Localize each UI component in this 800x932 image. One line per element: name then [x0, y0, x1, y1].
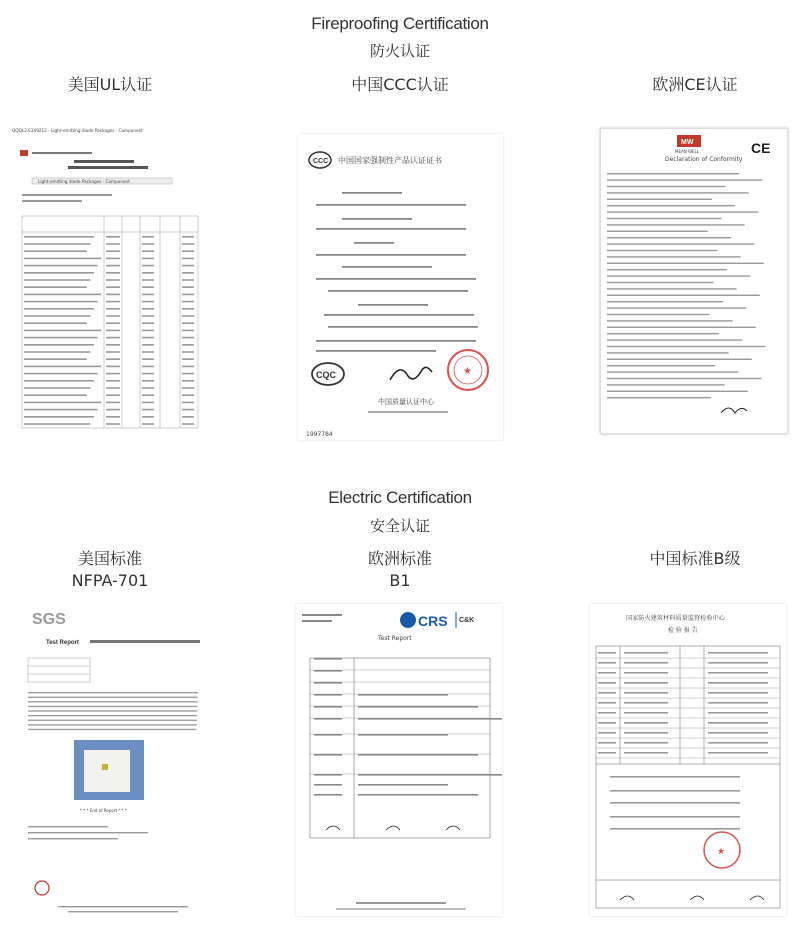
sgs-doc-title: Test Report — [46, 640, 79, 646]
crs-logo-icon — [400, 612, 416, 628]
signature-icon — [390, 367, 432, 380]
us-standard-label: 美国标准 NFPA-701 — [71, 549, 149, 590]
fireproofing-subtitle: 防火认证 — [369, 42, 430, 60]
eu-standard-label: 欧洲标准 B1 — [367, 549, 432, 590]
ce-certificate-image — [600, 128, 788, 434]
electric-subtitle: 安全认证 — [369, 517, 430, 535]
cn-report-title: 检 验 报 告 — [668, 627, 698, 634]
ccc-cert-label: 中国CCC认证 — [351, 75, 449, 94]
svg-text:★: ★ — [463, 366, 472, 377]
ccc-certificate-image — [298, 134, 503, 440]
ul-cert-label: 美国UL认证 — [67, 75, 153, 94]
svg-text:C&K: C&K — [459, 617, 475, 624]
ccc-doc-title: 中国国家强制性产品认证证书 — [338, 156, 442, 165]
cn-report-org: 国家防火建筑材料质量监督检验中心 — [626, 615, 725, 622]
ccc-org: 中国质量认证中心 — [378, 398, 434, 406]
cn-standard-label: 中国标准B级 — [649, 549, 741, 568]
ul-certificate-image — [12, 124, 202, 434]
svg-text:MEAN WELL: MEAN WELL — [675, 149, 699, 154]
electric-title: Electric Certification — [328, 488, 472, 507]
cn-test-report-image — [590, 604, 786, 916]
crs-doc-title: Test Report — [378, 635, 412, 642]
ce-mark: CE — [751, 140, 771, 156]
ce-doc-title: Declaration of Conformity — [665, 156, 743, 163]
svg-text:★: ★ — [717, 846, 726, 856]
ul-table — [22, 216, 198, 428]
sgs-logo: SGS — [32, 611, 66, 628]
crs-logo: CRS — [418, 613, 448, 629]
sgs-stamp-icon — [35, 881, 49, 895]
ce-cert-label: 欧洲CE认证 — [652, 75, 738, 94]
cqc-logo-text: CQC — [316, 370, 336, 380]
brand-text: MW — [681, 139, 694, 146]
ul-doc-header: QQQL2.E349212 - Light-emitting diode Packages - Component — [12, 128, 143, 133]
crs-report-image — [296, 604, 502, 916]
ccc-number: 1997784 — [306, 431, 333, 438]
end-of-report: * * * End of Report * * * — [80, 808, 127, 813]
sgs-report-image — [18, 600, 210, 918]
svg-text:CCC: CCC — [313, 158, 329, 165]
fireproofing-title: Fireproofing Certification — [311, 14, 489, 33]
ul-doc-title: Light-emitting diode Packages - Component — [38, 179, 130, 184]
signature-icon — [721, 408, 747, 413]
